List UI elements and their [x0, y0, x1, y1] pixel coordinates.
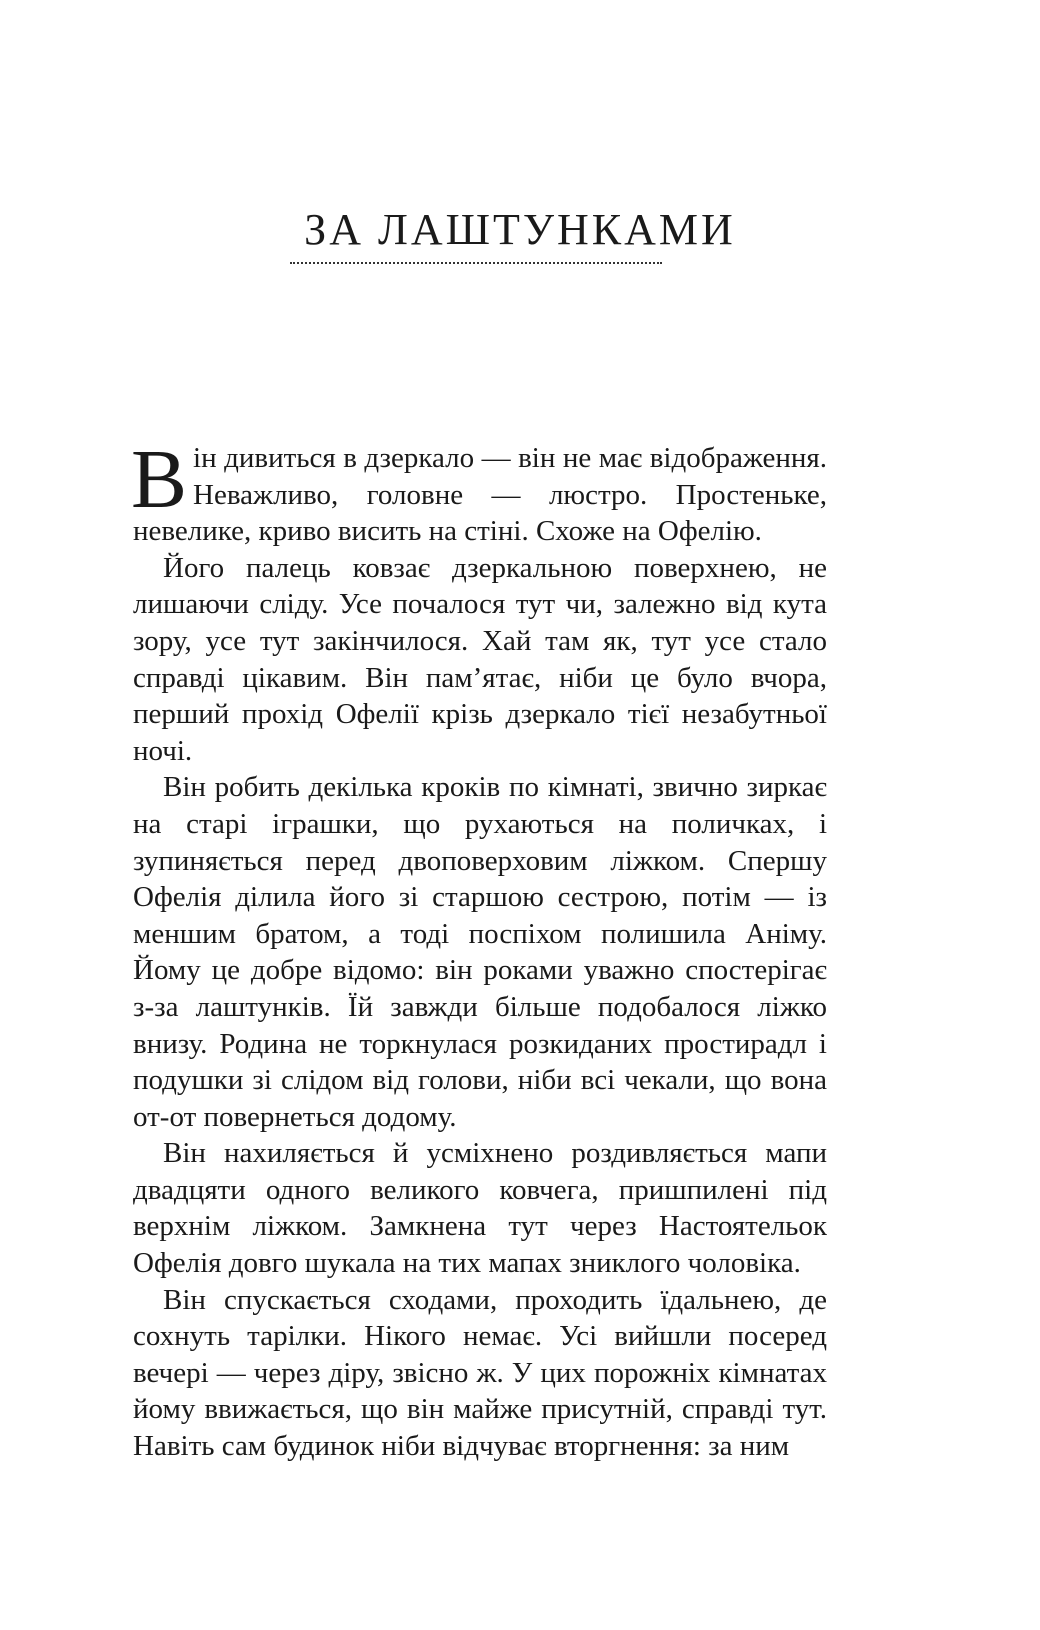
- paragraph-4: Він нахиляється й усміхнено роздивляється мапи двадцяти одного великого ковчега, пришпилені під верхнім ліжком. Замкнена тут через Настоятельок Офелія довго шукала на тих мапах зниклого чоловіка.: [133, 1137, 827, 1280]
- chapter-title: ЗА ЛАШТУНКАМИ: [304, 205, 736, 254]
- body-text: [131, 433, 827, 1465]
- paragraph-5: Він спускається сходами, проходить їдальнею, де сохнуть тарілки. Нікого немає. Усі вийшли посеред вечері — через діру, звісно ж. У цих порожніх кімнатах йому ввижається, що він майже присутній, справді тут. Навіть сам будинок ніби відчуває вторгнення: за ним: [133, 1283, 827, 1463]
- drop-cap: В: [131, 433, 188, 526]
- paragraph-1: [131, 433, 827, 550]
- title-dotted-rule: [290, 262, 662, 264]
- paragraph-2: Його палець ковзає дзеркальною поверхнею, не лишаючи сліду. Усе почалося тут чи, залежно від кута зору, усе тут закінчилося. Хай там як, тут усе стало справді цікавим. Він пам’ятає, ніби це було вчора, перший прохід Офелії крізь дзеркало тієї незабутньої ночі.: [133, 551, 827, 767]
- paragraph-3: Він робить декілька кроків по кімнаті, звично зиркає на старі іграшки, що рухаються на поличках, і зупиняється перед двоповерховим ліжком. Спершу Офелія ділила його зі старшою сестрою, потім — із меншим братом, а тоді поспіхом полишила Аніму. Йому це добре відомо: він роками уважно спостерігає з-за лаштунків. Їй завжди більше подобалося ліжко внизу. Родина не торкнулася розкиданих простирадл і подушки зі слідом від голови, ніби всі чекали, що вона от-от повернеться додому.: [133, 771, 827, 1133]
- paragraph-1-text: ін дивиться в дзеркало — він не має відображення. Неважливо, головне — люстро. Простеньке, невелике, криво висить на стіні. Схоже на Офелію.: [133, 442, 827, 548]
